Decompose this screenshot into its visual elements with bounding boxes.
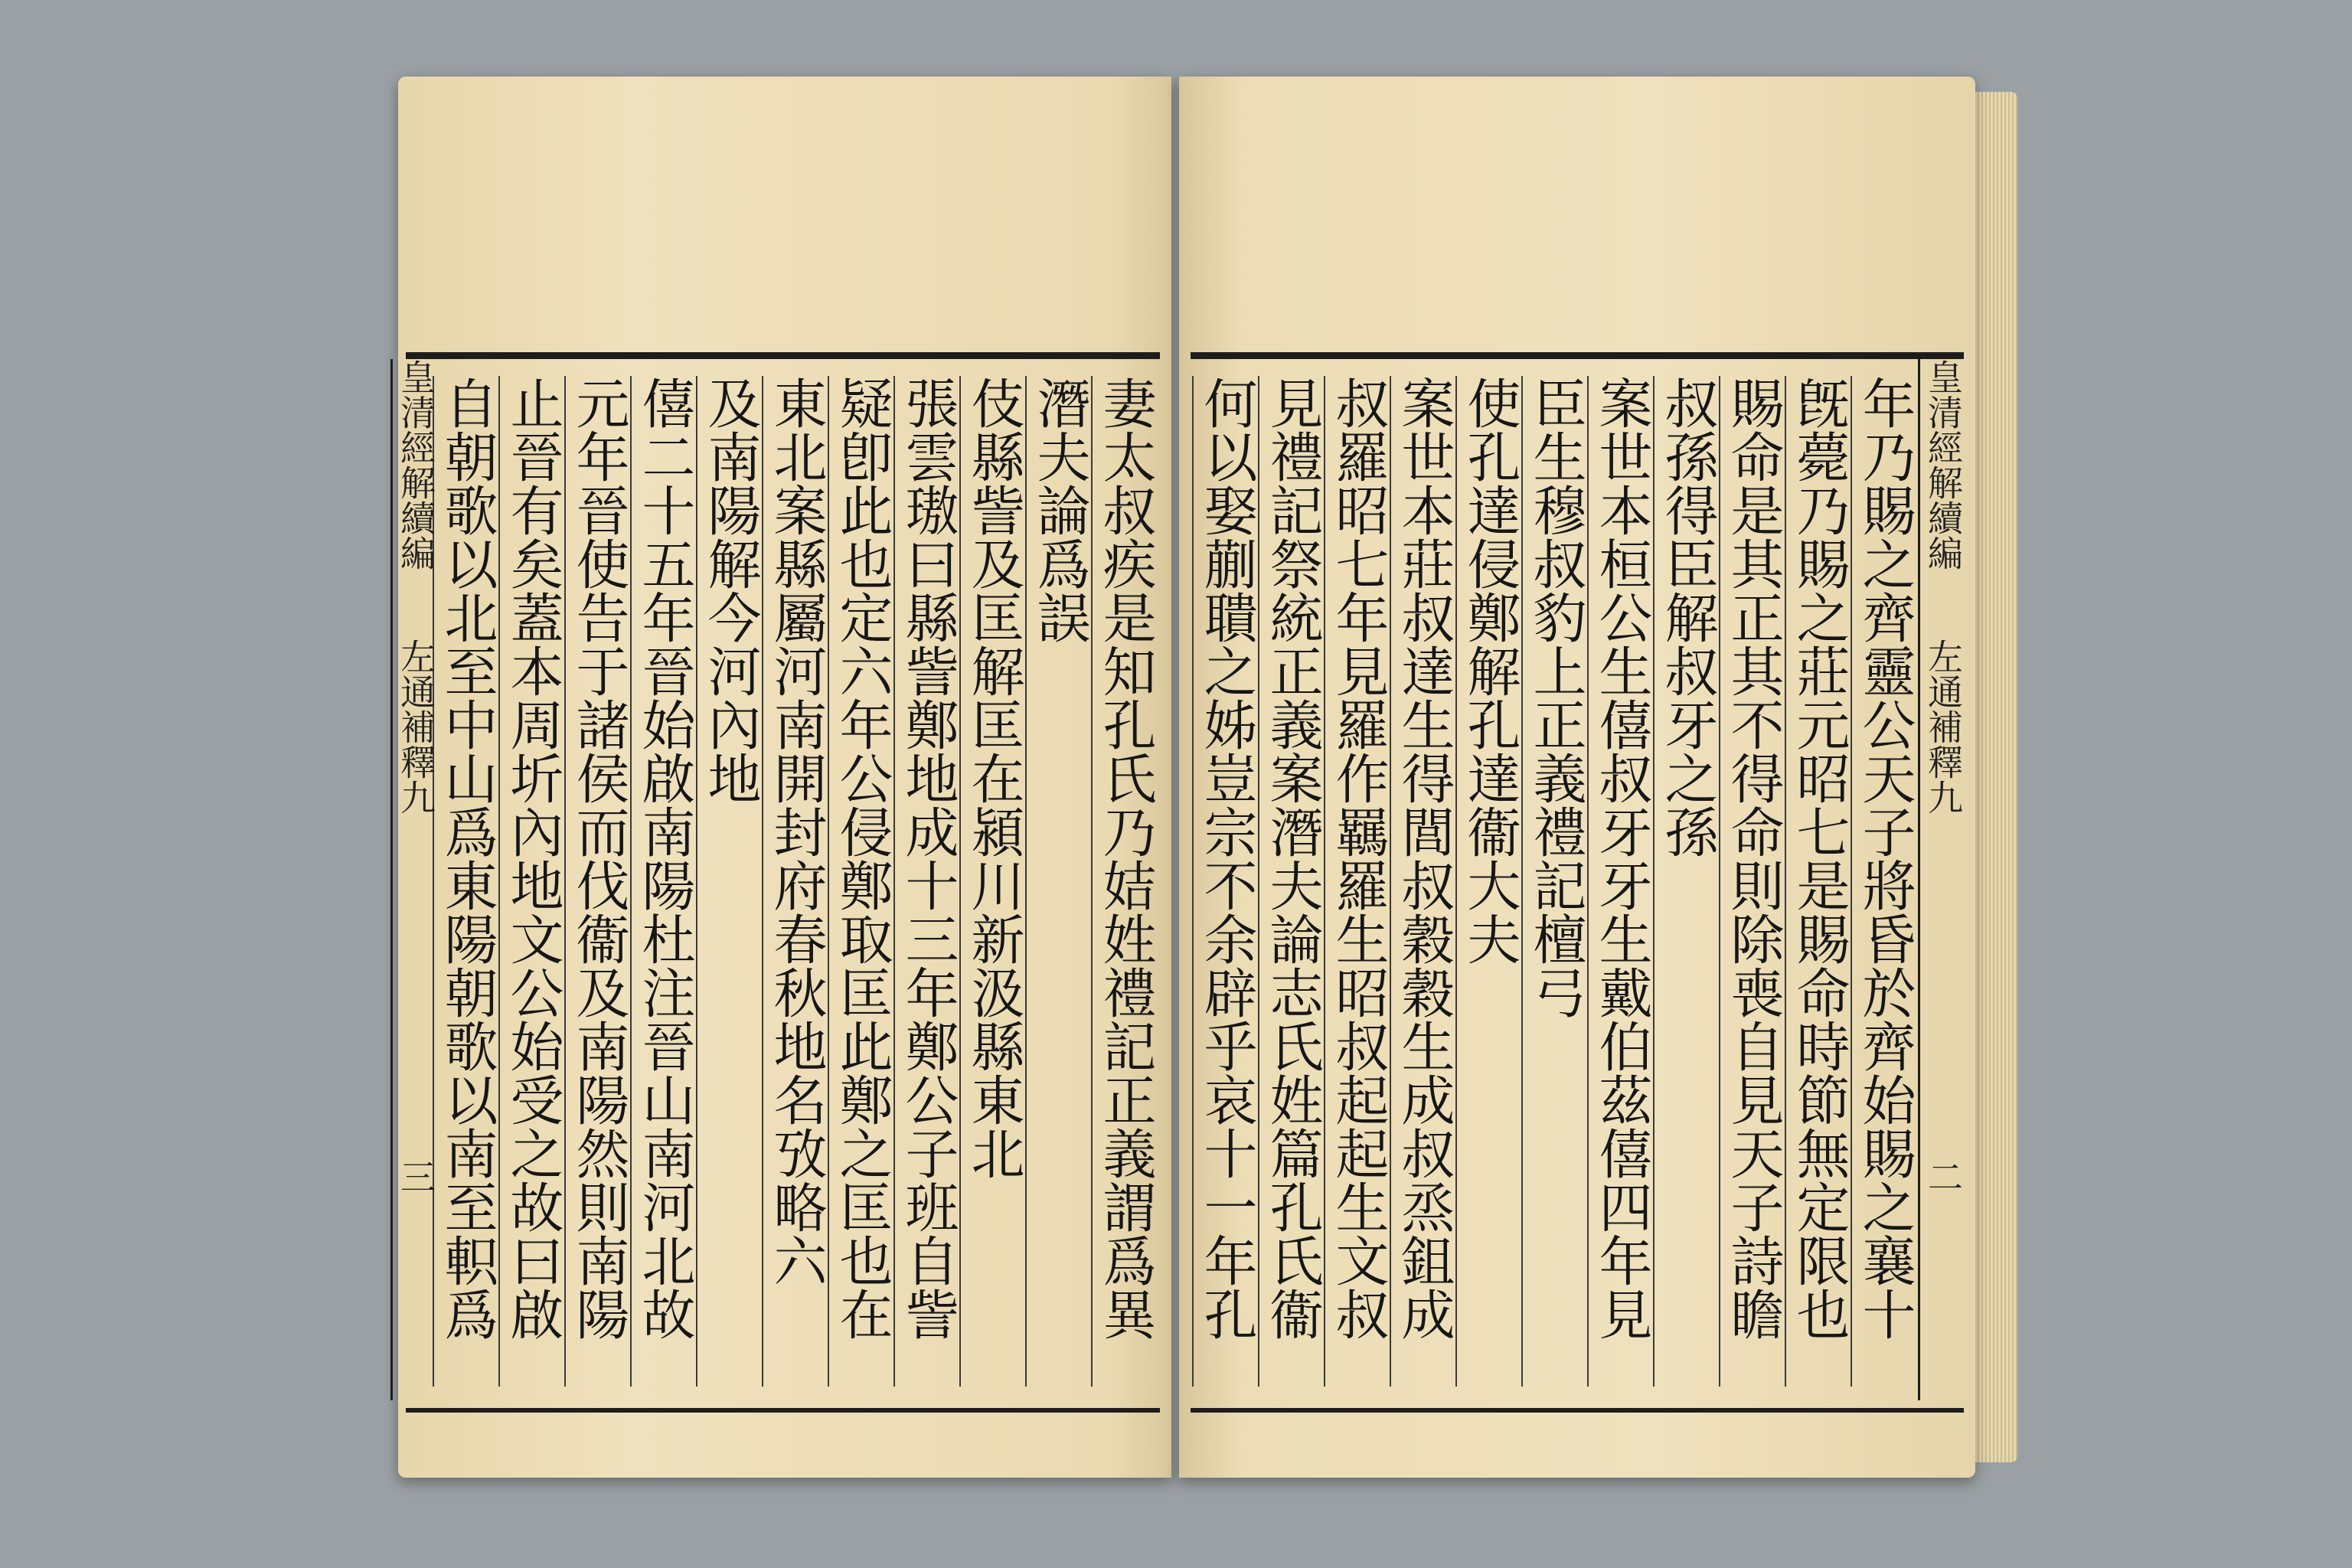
text-column: 何以娶蒯聵之姊豈宗不余辟乎哀十一年孔 (1192, 376, 1259, 1387)
text-column: 自朝歌以北至中山爲東陽朝歌以南至軹爲 (433, 376, 500, 1387)
book-title: 皇清經解續編 (395, 359, 436, 570)
left-page (395, 77, 1171, 1478)
left-text-frame (395, 352, 1160, 1413)
open-book (395, 77, 2021, 1478)
right-text-frame (1191, 352, 1964, 1413)
page-edges (1975, 92, 2017, 1462)
text-column: 僖二十五年晉始啟南陽杜注晉山南河北故 (630, 376, 697, 1387)
text-column: 伎縣訾及匡解匡在潁川新汲縣東北 (959, 376, 1027, 1387)
text-column: 叔孫得臣解叔牙之孫 (1653, 376, 1720, 1387)
text-column: 案世本莊叔達生得閭叔穀穀生成叔烝鉏成 (1390, 376, 1457, 1387)
text-column: 旣薨乃賜之莊元昭七是賜命時節無定限也 (1785, 376, 1852, 1387)
book-title: 皇清經解續編 (1922, 359, 1964, 570)
text-column: 使孔達侵鄭解孔達衞大夫 (1455, 376, 1523, 1387)
page-number: 二 (1922, 1158, 1964, 1194)
chapter-label: 左通補釋九 (395, 639, 436, 815)
text-column: 案世本桓公生僖叔牙牙生戴伯茲僖四年見 (1587, 376, 1655, 1387)
text-column: 妻太叔疾是知孔氏乃姞姓禮記正義謂爲異 (1091, 376, 1158, 1387)
text-column: 張雲璈曰縣訾鄭地成十三年鄭公子班自訾 (893, 376, 961, 1387)
text-column: 元年晉使告于諸侯而伐衞及南陽然則南陽 (564, 376, 632, 1387)
text-column: 年乃賜之齊靈公天子將昏於齊始賜之襄十 (1851, 376, 1918, 1387)
text-column: 止晉有矣蓋本周圻內地文公始受之故曰啟 (498, 376, 566, 1387)
text-column: 東北案縣屬河南開封府春秋地名攷略六 (762, 376, 829, 1387)
text-column: 潛夫論爲誤 (1025, 376, 1093, 1387)
left-margin-column (390, 359, 439, 1400)
right-page (1179, 77, 1975, 1478)
text-column: 賜命是其正其不得命則除喪自見天子詩瞻 (1719, 376, 1786, 1387)
page-number: 三 (395, 1158, 436, 1194)
text-column: 疑卽此也定六年公侵鄭取匡此鄭之匡也在 (828, 376, 895, 1387)
chapter-label: 左通補釋九 (1922, 639, 1964, 815)
text-column: 及南陽解今河內地 (696, 376, 763, 1387)
text-column: 見禮記祭統正義案潛夫論志氏姓篇孔氏衞 (1258, 376, 1325, 1387)
text-column: 叔羅昭七年見羅作羈羅生昭叔起起生文叔 (1324, 376, 1391, 1387)
right-margin-column (1918, 359, 1966, 1400)
text-column: 臣生穆叔豹上正義禮記檀弓 (1521, 376, 1589, 1387)
